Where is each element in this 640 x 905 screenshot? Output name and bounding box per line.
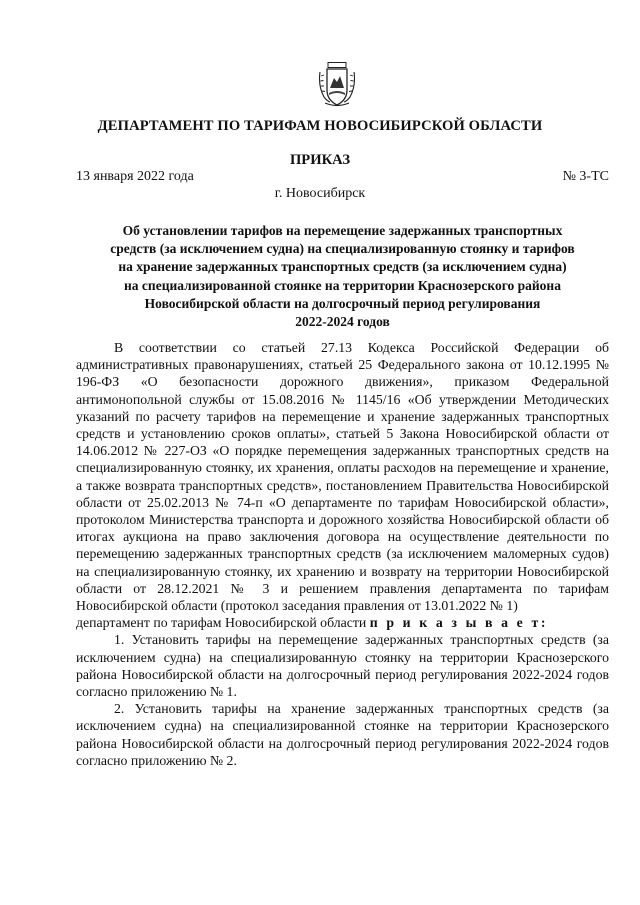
title-line: на хранение задержанных транспортных средств (за исключением судна) bbox=[118, 259, 567, 275]
order-lead-paragraph bbox=[76, 614, 609, 631]
order-body bbox=[76, 339, 609, 769]
document-type: ПРИКАЗ bbox=[289, 152, 351, 168]
title-line: Новосибирской области на долгосрочный период регулирования bbox=[144, 295, 541, 311]
order-word: п р и к а з ы в а е т: bbox=[369, 615, 549, 631]
title-line: средств (за исключением судна) на специализированную стоянку и тарифов bbox=[110, 241, 575, 257]
order-lead-text: департамент по тарифам Новосибирской области bbox=[76, 615, 370, 631]
order-item-2: 2. Установить тарифы на хранение задержанных транспортных средств (за исключением судна) на специализированной стоянке на территории Краснозерского района Новосибирской области на долгосрочный период регулирования 2022-2024 годов согласно приложению № 2. bbox=[76, 701, 609, 768]
order-date: 13 января 2022 года bbox=[76, 169, 194, 184]
order-item-1: 1. Установить тарифы на перемещение задержанных транспортных средств (за исключением судна) на специализированную стоянку на территории Краснозерского района Новосибирской области на долгосрочный период регулирования 2022-2024 годов согласно приложению № 1. bbox=[76, 632, 609, 700]
coat-of-arms-icon bbox=[318, 62, 356, 108]
city: г. Новосибирск bbox=[274, 186, 366, 201]
title-line: Об установлении тарифов на перемещение задержанных транспортных bbox=[122, 223, 563, 238]
department-name: ДЕПАРТАМЕНТ ПО ТАРИФАМ НОВОСИБИРСКОЙ ОБЛАСТИ bbox=[97, 118, 543, 134]
preamble-paragraph: В соответствии со статьей 27.13 Кодекса Российской Федерации об административных правонарушениях, статьей 25 Федерального закона от 10.12.1995 № 196-ФЗ «О безопасности дорожного движения», приказом Федеральной антимонопольной службы от 15.08.2016 № 1145/16 «Об утверждении Методических указаний по расчету тарифов на перемещение и хранение задержанных транспортных средств и установлению сроков оплаты», статьей 5 Закона Новосибирской области от 14.06.2012 № 227-ОЗ «О порядке перемещения задержанных транспортных средств на специализированную стоянку, их хранения, оплаты расходов на перемещение и хранение, а также возврата транспортных средств», постановлением Правительства Новосибирской области от 25.02.2013 № 74-п «О департаменте по тарифам Новосибирской области», протоколом Министерства транспорта и дорожного хозяйства Новосибирской области об итогах аукциона на право заключения договора на осуществление деятельности по перемещению задержанных транспортных средств (за исключением маломерных судов) на специализированную стоянку, их хранению и возврату на территории Новосибирской области от 28.12.2021 № 3 и решением правления департамента по тарифам Новосибирской области (протокол заседания правления от 13.01.2022 № 1) bbox=[76, 340, 609, 614]
order-title bbox=[76, 222, 609, 331]
title-line: на специализированной стоянке на территории Краснозерского района bbox=[124, 277, 561, 293]
order-number: № 3-ТС bbox=[562, 169, 609, 184]
title-line: 2022-2024 годов bbox=[295, 314, 390, 330]
